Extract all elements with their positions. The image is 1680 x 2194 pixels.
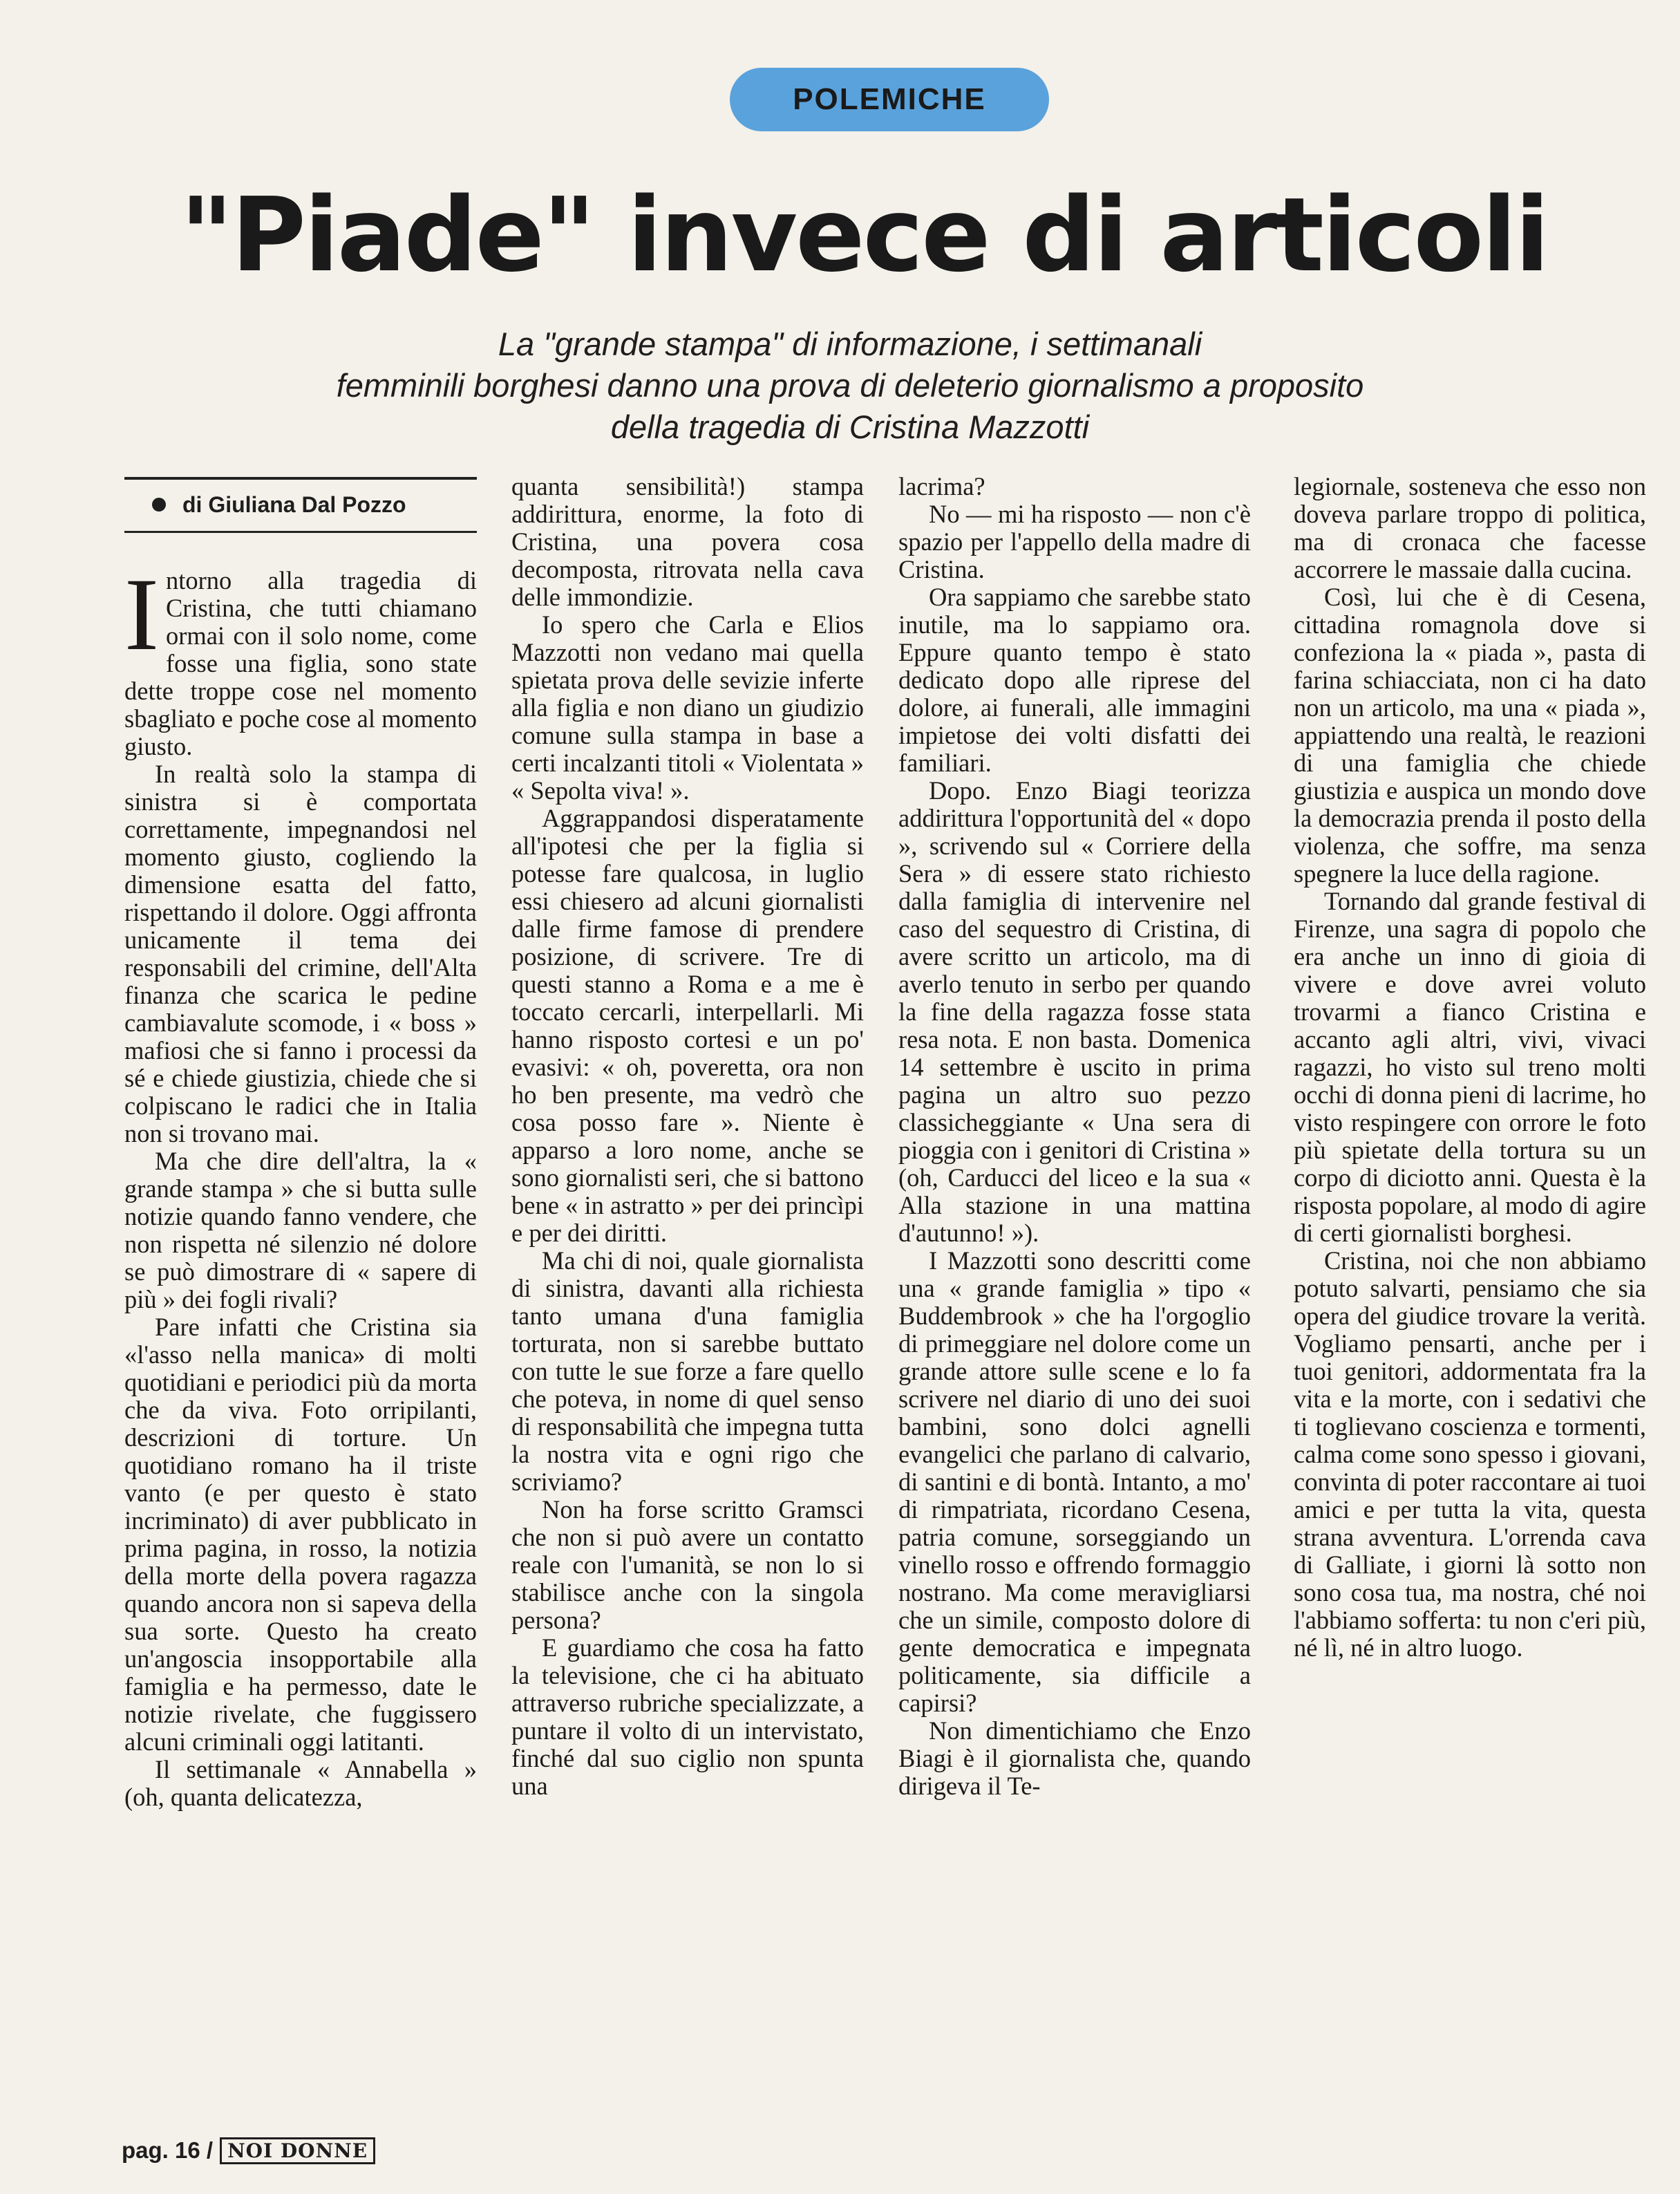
text-column-4 [1294,473,1646,1662]
text-column-1 [124,557,477,1811]
subhead-line: La "grande stampa" di informazione, i settimanali [498,326,1202,362]
paragraph: Ora sappiamo che sarebbe stato inutile, ma lo sappiamo ora. Eppure quanto tempo è stato dedicato dopo alle riprese del dolore, ai funerali, alle immagini impietose dei volti disfatti dei familiari. [898,583,1251,777]
paragraph: lacrima? [898,472,985,500]
bullet-icon [152,498,166,512]
paragraph: legiornale, sosteneva che esso non doveva parlare troppo di politica, ma di cronaca che facesse accorrere le massaie dalla cucina. [1294,472,1646,583]
paragraph: No — mi ha risposto — non c'è spazio per l'appello della madre di Cristina. [898,500,1251,583]
text-column-3 [898,473,1251,1800]
paragraph: Ma chi di noi, quale giornalista di sinistra, davanti alla richiesta tanto umana d'una famiglia torturata, non si sarebbe buttato con tutte le sue forze a fare quello che poteva, in nome di quel senso di responsabilità che impegna tutta la nostra vita e ogni rigo che scriviamo? [511,1246,864,1496]
subhead-line: della tragedia di Cristina Mazzotti [610,409,1090,445]
paragraph: Tornando dal grande festival di Firenze, una sagra di popolo che era anche un inno di gioia di vivere e dove avrei voluto trovarmi a fianco Cristina e accanto agli altri, vivi, vivaci ragazzi, ho visto sul treno molti occhi di donna pieni di lacrime, ho visto respingere con orrore le foto più spietate della tortura su un corpo di diciotto anni. Questa è la risposta popolare, al modo di agire di certi giornalisti borghesi. [1294,887,1646,1247]
paragraph: Pare infatti che Cristina sia «l'asso nella manica» di molti quotidiani e periodici più da morta che da viva. Foto orripilanti, descrizioni di torture. Un quotidiano romano ha il triste vanto (e per questo è stato incriminato) di aver pubblicato in prima pagina, in rosso, la notizia della morte della povera ragazza quando ancora non si sapeva della sua sorte. Questo ha creato un'angoscia insopportabile alla famiglia e ha permesso, date le notizie rivelate, che fuggissero alcuni criminali oggi latitanti. [124,1313,477,1756]
byline-rule [124,531,477,533]
byline-rule [124,477,477,480]
subheadline [207,324,1493,448]
byline [124,484,477,525]
page-number: pag. 16 / [122,2137,214,2163]
text-column-2 [511,473,864,1800]
subhead-line: femminili borghesi danno una prova di deleterio giornalismo a proposito [336,367,1364,404]
paragraph: Non dimentichiamo che Enzo Biagi è il giornalista che, quando dirigeva il Te- [898,1716,1251,1800]
paragraph: Cristina, noi che non abbiamo potuto salvarti, pensiamo che sia opera del giudice trovare la verità. Vogliamo pensarti, anche per i tuoi genitori, addormentata fra la vita e la morte, con i sedativi che ti toglievano coscienza e tormenti, calma come sono spesso i giovani, convinta di poter raccontare ai tuoi amici e per tutta la vita, questa strana avventura. L'orrenda cava di Galliate, i giorni là sotto non sono cosa tua, ma nostra, ché noi l'abbiamo sofferta: tu non c'eri più, né lì, né in altro luogo. [1294,1246,1646,1662]
drop-cap: I [124,557,159,672]
masthead-logo: NOI DONNE [220,2137,375,2164]
paragraph: Aggrappandosi disperatamente all'ipotesi che per la figlia si potesse fare qualcosa, in luglio essi chiesero ad alcuni giornalisti dalle firme famose di prendere posizione, di scrivere. Tre di questi stanno a Roma e a me è toccato cercarli, interpellarli. Mi hanno risposto cortesi e un po' evasivi: « oh, poveretta, ora non ho ben presente, ma vedrò che cosa posso fare ». Niente è apparso a loro nome, anche se sono giornalisti seri, che si battono bene « in astratto » per dei princìpi e per dei diritti. [511,804,864,1247]
paragraph: Ma che dire dell'altra, la « grande stampa » che si butta sulle notizie quando fanno vendere, che non rispetta né silenzio né dolore se può dimostrare di « sapere di più » dei fogli rivali? [124,1147,477,1313]
page-footer [122,2133,375,2168]
paragraph: Non ha forse scritto Gramsci che non si può avere un contatto reale con l'umanità, se non lo si stabilisce anche con la singola persona? [511,1495,864,1634]
section-label: POLEMICHE [730,68,1049,131]
headline: "Piade" invece di articoli [180,176,1548,294]
paragraph: Io spero che Carla e Elios Mazzotti non vedano mai quella spietata prova delle sevizie inferte alla figlia e non diano un giudizio comune sulla stampa in base a certi incalzanti titoli « Violentata » « Sepolta viva! ». [511,610,864,805]
paragraph: Il settimanale « Annabella » (oh, quanta delicatezza, [124,1755,477,1811]
paragraph: I Mazzotti sono descritti come una « grande famiglia » tipo « Buddembrook » che ha l'orgoglio di primeggiare nel dolore come un grande attore sulle scene e lo fa scrivere nel diario di uno dei suoi bambini, sono dolci agnelli evangelici che parlano di calvario, di santini e di bontà. Intanto, a mo' di rimpatriata, ricordano Cesena, patria comune, sorseggiando un vinello rosso e offrendo formaggio nostrano. Ma come meravigliarsi che un simile, composto dolore di gente democratica e impegnata politicamente, sia difficile a capirsi? [898,1246,1251,1717]
paragraph: quanta sensibilità!) stampa addirittura, enorme, la foto di Cristina, una povera cosa decomposta, ritrovata nella cava delle immondizie. [511,472,864,611]
paragraph: Così, lui che è di Cesena, cittadina romagnola dove si confeziona la « piada », pasta di farina schiacciata, non ci ha dato non un articolo, ma una « piada », appiattendo una realtà, le reazioni di una famiglia che chiede giustizia e auspica un mondo dove la democrazia prenda il posto della violenza, che soffre, ma senza spegnere la luce della ragione. [1294,583,1646,888]
paragraph: Dopo. Enzo Biagi teorizza addirittura l'opportunità del « dopo », scrivendo sul « Corriere della Sera » di essere stato richiesto dalla famiglia di intervenire nel caso del sequestro di Cristina, di avere scritto un articolo, ma di averlo tenuto in serbo per quando la fine della ragazza fosse stata resa nota. E non basta. Domenica 14 settembre è uscito in prima pagina un altro suo pezzo classicheggiante « Una sera di pioggia con i genitori di Cristina » (oh, Carducci del liceo e la sua « Alla stazione in una mattina d'autunno! »). [898,776,1251,1247]
paragraph: In realtà solo la stampa di sinistra si è comportata correttamente, impegnandosi nel momento giusto, cogliendo la dimensione esatta del fatto, rispettando il dolore. Oggi affronta unicamente il tema dei responsabili del crimine, dell'Alta finanza che scarica le pedine cambiavalute scomode, i « boss » mafiosi che si fanno i processi da sé e chiede giustizia, chiede che si colpiscano le radici che in Italia non si trovano mai. [124,760,477,1147]
byline-text: di Giuliana Dal Pozzo [182,491,406,517]
paragraph: E guardiamo che cosa ha fatto la televisione, che ci ha abituato attraverso rubriche specializzate, a puntare il volto di un intervistato, finché dal suo ciglio non spunta una [511,1633,864,1800]
paragraph: Intorno alla tragedia di Cristina, che tutti chiamano ormai con il solo nome, come fosse una figlia, sono state dette troppe cose nel momento sbagliato e poche cose al momento giusto. [124,557,477,760]
